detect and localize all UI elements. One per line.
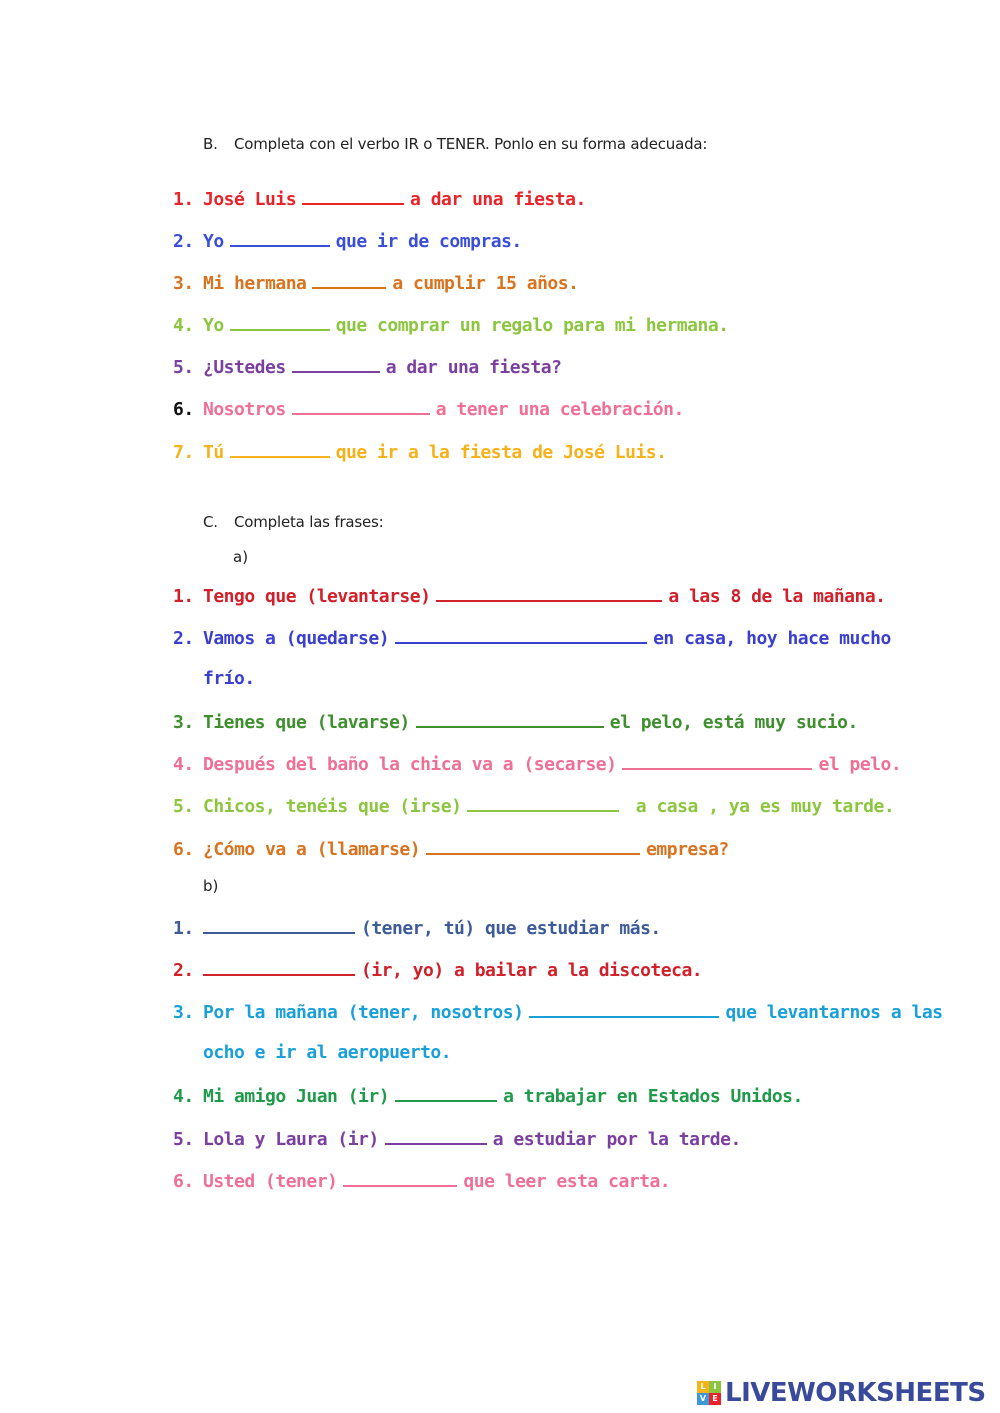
item-continuation: frío. xyxy=(203,668,255,689)
item-text-after: empresa? xyxy=(646,839,729,860)
section-c-heading xyxy=(203,513,384,531)
answer-blank[interactable] xyxy=(230,313,330,331)
logo-text: LIVEWORKSHEETS xyxy=(725,1378,986,1408)
item-text-after: que ir de compras. xyxy=(335,231,522,252)
item-text-after: que leer esta carta. xyxy=(463,1171,671,1192)
item-number: 4. xyxy=(173,754,194,775)
item-text-after: (tener, tú) que estudiar más. xyxy=(361,918,661,939)
item-text-before: Mi hermana xyxy=(203,273,307,294)
answer-blank[interactable] xyxy=(395,1084,497,1102)
item-text-before: Chicos, tenéis que (irse) xyxy=(203,796,462,817)
item-text-after: el pelo, está muy sucio. xyxy=(609,712,858,733)
item-text-before: ¿Cómo va a (llamarse) xyxy=(203,839,421,860)
answer-blank[interactable] xyxy=(302,187,404,205)
item-number: 2. xyxy=(173,960,194,981)
item-continuation: ocho e ir al aeropuerto. xyxy=(203,1042,452,1063)
answer-blank[interactable] xyxy=(230,229,330,247)
item-text-before: Nosotros xyxy=(203,399,286,420)
section-b-title: Completa con el verbo IR o TENER. Ponlo en su forma adecuada: xyxy=(234,135,708,153)
item-number: 5. xyxy=(173,1129,194,1150)
item-text-before: Tengo que (levantarse) xyxy=(203,586,431,607)
item-text-after: a dar una fiesta. xyxy=(410,189,586,210)
item-number: 5. xyxy=(173,357,194,378)
exercise-item xyxy=(173,584,886,608)
item-number: 1. xyxy=(173,189,194,210)
section-c-title: Completa las frases: xyxy=(234,513,384,531)
item-number: 3. xyxy=(173,273,194,294)
item-text-before: Tienes que (lavarse) xyxy=(203,712,410,733)
exercise-item xyxy=(173,794,894,818)
item-text-before: Mi amigo Juan (ir) xyxy=(203,1086,390,1107)
part-a-label: a) xyxy=(233,548,249,566)
item-number: 2. xyxy=(173,231,194,252)
item-text-after: en casa, hoy hace mucho xyxy=(653,628,891,649)
item-number: 6. xyxy=(173,399,194,420)
exercise-item xyxy=(173,1084,803,1108)
logo-mark-icon xyxy=(697,1381,721,1405)
item-text-after: a trabajar en Estados Unidos. xyxy=(503,1086,803,1107)
item-text-before: Lola y Laura (ir) xyxy=(203,1129,379,1150)
exercise-item xyxy=(173,1169,670,1193)
answer-blank[interactable] xyxy=(230,440,330,458)
item-number: 3. xyxy=(173,712,194,733)
exercise-item xyxy=(173,916,661,940)
exercise-item xyxy=(173,958,702,982)
logo-tile: E xyxy=(709,1393,721,1405)
answer-blank[interactable] xyxy=(416,710,604,728)
exercise-item xyxy=(173,752,901,776)
item-text-after: que comprar un regalo para mi hermana. xyxy=(335,315,729,336)
exercise-item xyxy=(173,440,666,464)
exercise-item xyxy=(173,397,684,421)
item-text-before: Tú xyxy=(203,442,224,463)
item-text-after: a casa , ya es muy tarde. xyxy=(625,796,895,817)
answer-blank[interactable] xyxy=(292,355,380,373)
item-text-after: que levantarnos a las xyxy=(725,1002,943,1023)
item-text-after: el pelo. xyxy=(818,754,902,775)
answer-blank[interactable] xyxy=(436,584,662,602)
answer-blank[interactable] xyxy=(203,916,355,934)
exercise-item xyxy=(173,355,561,379)
item-text-before: Por la mañana (tener, nosotros) xyxy=(203,1002,524,1023)
item-text-before: José Luis xyxy=(203,189,297,210)
answer-blank[interactable] xyxy=(343,1169,457,1187)
item-number: 5. xyxy=(173,796,194,817)
item-number: 6. xyxy=(173,839,194,860)
exercise-item xyxy=(173,1000,943,1024)
exercise-item xyxy=(173,710,858,734)
section-b-label: B. xyxy=(203,135,218,153)
answer-blank[interactable] xyxy=(395,626,647,644)
item-text-after: a estudiar por la tarde. xyxy=(492,1129,741,1150)
item-text-before: Usted (tener) xyxy=(203,1171,338,1192)
section-b-heading xyxy=(203,135,707,153)
item-number: 1. xyxy=(173,918,194,939)
logo-tile: L xyxy=(697,1381,709,1393)
item-number: 7. xyxy=(173,442,194,463)
item-number: 6. xyxy=(173,1171,194,1192)
item-text-after: (ir, yo) a bailar a la discoteca. xyxy=(361,960,703,981)
item-number: 4. xyxy=(173,315,194,336)
item-text-before: Yo xyxy=(203,231,224,252)
item-text-after: a cumplir 15 años. xyxy=(392,273,579,294)
item-text-before: Vamos a (quedarse) xyxy=(203,628,390,649)
exercise-item xyxy=(173,271,578,295)
liveworksheets-logo xyxy=(697,1378,986,1408)
logo-tile: I xyxy=(709,1381,721,1393)
section-c-label: C. xyxy=(203,513,218,531)
logo-tile: V xyxy=(697,1393,709,1405)
item-text-after: que ir a la fiesta de José Luis. xyxy=(335,442,667,463)
part-b-label: b) xyxy=(203,877,219,895)
answer-blank[interactable] xyxy=(203,958,355,976)
item-text-after: a dar una fiesta? xyxy=(385,357,562,378)
answer-blank[interactable] xyxy=(426,837,640,855)
item-number: 4. xyxy=(173,1086,194,1107)
item-number: 2. xyxy=(173,628,194,649)
answer-blank[interactable] xyxy=(292,397,430,415)
item-number: 1. xyxy=(173,586,194,607)
exercise-item xyxy=(173,187,586,211)
item-text-before: ¿Ustedes xyxy=(203,357,286,378)
answer-blank[interactable] xyxy=(622,752,812,770)
exercise-item xyxy=(173,313,729,337)
answer-blank[interactable] xyxy=(467,794,619,812)
answer-blank[interactable] xyxy=(529,1000,719,1018)
exercise-item xyxy=(173,626,891,650)
exercise-item xyxy=(173,229,522,253)
answer-blank[interactable] xyxy=(385,1127,487,1145)
item-text-after: a las 8 de la mañana. xyxy=(668,586,886,607)
item-text-before: Después del baño la chica va a (secarse) xyxy=(203,754,617,775)
item-text-before: Yo xyxy=(203,315,224,336)
item-number: 3. xyxy=(173,1002,194,1023)
answer-blank[interactable] xyxy=(312,271,386,289)
item-text-after: a tener una celebración. xyxy=(435,399,684,420)
exercise-item xyxy=(173,837,729,861)
exercise-item xyxy=(173,1127,741,1151)
